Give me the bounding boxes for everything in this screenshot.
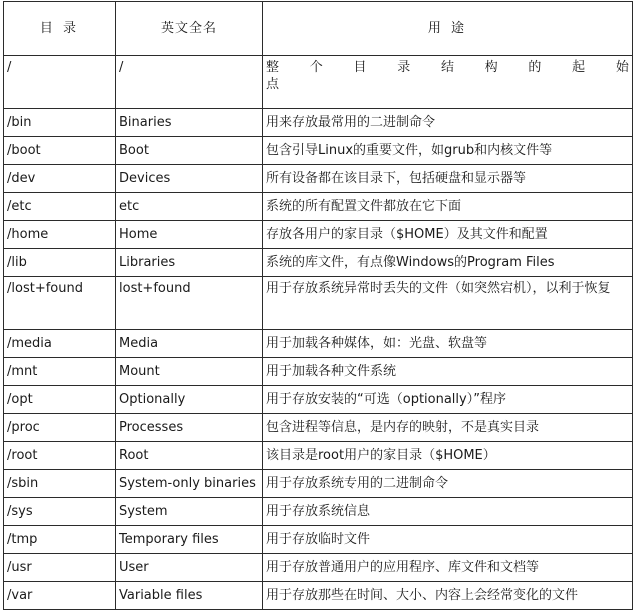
cell-purpose: 用于存放那些在时间、大小、内容上会经常变化的文件 (263, 582, 633, 610)
purpose-char: 录 (397, 60, 411, 75)
purpose-char: 构 (484, 60, 498, 75)
cell-purpose: 包含进程等信息，是内存的映射，不是真实目录 (263, 414, 633, 442)
table-row (4, 358, 633, 386)
cell-purpose: 用于存放普通用户的应用程序、库文件和文档等 (263, 554, 633, 582)
cell-directory: /mnt (4, 358, 116, 386)
cell-directory: /opt (4, 386, 116, 414)
table-row (4, 165, 633, 193)
cell-english-name: Libraries (116, 249, 263, 277)
table-row (4, 109, 633, 137)
cell-english-name: User (116, 554, 263, 582)
purpose-line-spread (266, 59, 629, 76)
cell-purpose: 用于加载各种媒体，如：光盘、软盘等 (263, 330, 633, 358)
cell-purpose: 用于存放系统信息 (263, 498, 633, 526)
cell-directory: /sys (4, 498, 116, 526)
cell-directory: /usr (4, 554, 116, 582)
purpose-line-2: 点 (266, 77, 280, 92)
cell-purpose: 用于加载各种文件系统 (263, 358, 633, 386)
table-row (4, 554, 633, 582)
table-row (4, 137, 633, 165)
cell-english-name: Processes (116, 414, 263, 442)
cell-directory: /lib (4, 249, 116, 277)
cell-directory: /tmp (4, 526, 116, 554)
cell-directory: / (4, 56, 116, 109)
cell-english-name: Mount (116, 358, 263, 386)
table-row (4, 442, 633, 470)
directory-table (3, 1, 633, 610)
cell-directory: /boot (4, 137, 116, 165)
cell-purpose: 系统的所有配置文件都放在它下面 (263, 193, 633, 221)
cell-english-name: Home (116, 221, 263, 249)
header-directory: 目 录 (4, 2, 116, 56)
cell-directory: /var (4, 582, 116, 610)
cell-purpose: 存放各用户的家目录（$HOME）及其文件和配置 (263, 221, 633, 249)
cell-purpose: 用于存放安装的“可选（optionally）”程序 (263, 386, 633, 414)
purpose-char: 目 (353, 60, 367, 75)
cell-directory: /dev (4, 165, 116, 193)
table-row (4, 526, 633, 554)
cell-purpose: 用来存放最常用的二进制命令 (263, 109, 633, 137)
table-row (4, 193, 633, 221)
table-row (4, 582, 633, 610)
table-row (4, 498, 633, 526)
purpose-char: 个 (309, 60, 323, 75)
header-purpose: 用 途 (263, 2, 633, 56)
table-row (4, 330, 633, 358)
table-row (4, 249, 633, 277)
cell-purpose: 用于存放系统专用的二进制命令 (263, 470, 633, 498)
cell-directory: /home (4, 221, 116, 249)
cell-purpose: 用于存放临时文件 (263, 526, 633, 554)
cell-english-name: lost+found (116, 277, 263, 330)
cell-purpose: 所有设备都在该目录下，包括硬盘和显示器等 (263, 165, 633, 193)
cell-directory: /lost+found (4, 277, 116, 330)
purpose-char: 的 (528, 60, 542, 75)
cell-english-name: Media (116, 330, 263, 358)
purpose-char: 始 (615, 60, 629, 75)
table-row (4, 470, 633, 498)
purpose-char: 整 (266, 60, 280, 75)
cell-directory: /etc (4, 193, 116, 221)
cell-english-name: System-only binaries (116, 470, 263, 498)
purpose-char: 结 (440, 60, 454, 75)
cell-english-name: Devices (116, 165, 263, 193)
cell-english-name: Boot (116, 137, 263, 165)
table-row (4, 56, 633, 109)
cell-purpose: 该目录是root用户的家目录（$HOME） (263, 442, 633, 470)
purpose-char: 起 (572, 60, 586, 75)
cell-english-name: Binaries (116, 109, 263, 137)
cell-english-name: Temporary files (116, 526, 263, 554)
cell-purpose: 用于存放系统异常时丢失的文件（如突然宕机），以利于恢复 (263, 277, 633, 330)
cell-english-name: etc (116, 193, 263, 221)
cell-directory: /media (4, 330, 116, 358)
cell-purpose: 包含引导Linux的重要文件，如grub和内核文件等 (263, 137, 633, 165)
table-header-row (4, 2, 633, 56)
cell-directory: /bin (4, 109, 116, 137)
cell-directory: /root (4, 442, 116, 470)
cell-english-name: Variable files (116, 582, 263, 610)
table-row (4, 277, 633, 330)
table-row (4, 414, 633, 442)
cell-english-name: Optionally (116, 386, 263, 414)
cell-english-name: Root (116, 442, 263, 470)
cell-english-name: System (116, 498, 263, 526)
cell-purpose (263, 56, 633, 109)
table-row (4, 386, 633, 414)
cell-purpose: 系统的库文件，有点像Windows的Program Files (263, 249, 633, 277)
cell-directory: /sbin (4, 470, 116, 498)
header-english-name: 英文全名 (116, 2, 263, 56)
cell-english-name: / (116, 56, 263, 109)
table-row (4, 221, 633, 249)
cell-directory: /proc (4, 414, 116, 442)
